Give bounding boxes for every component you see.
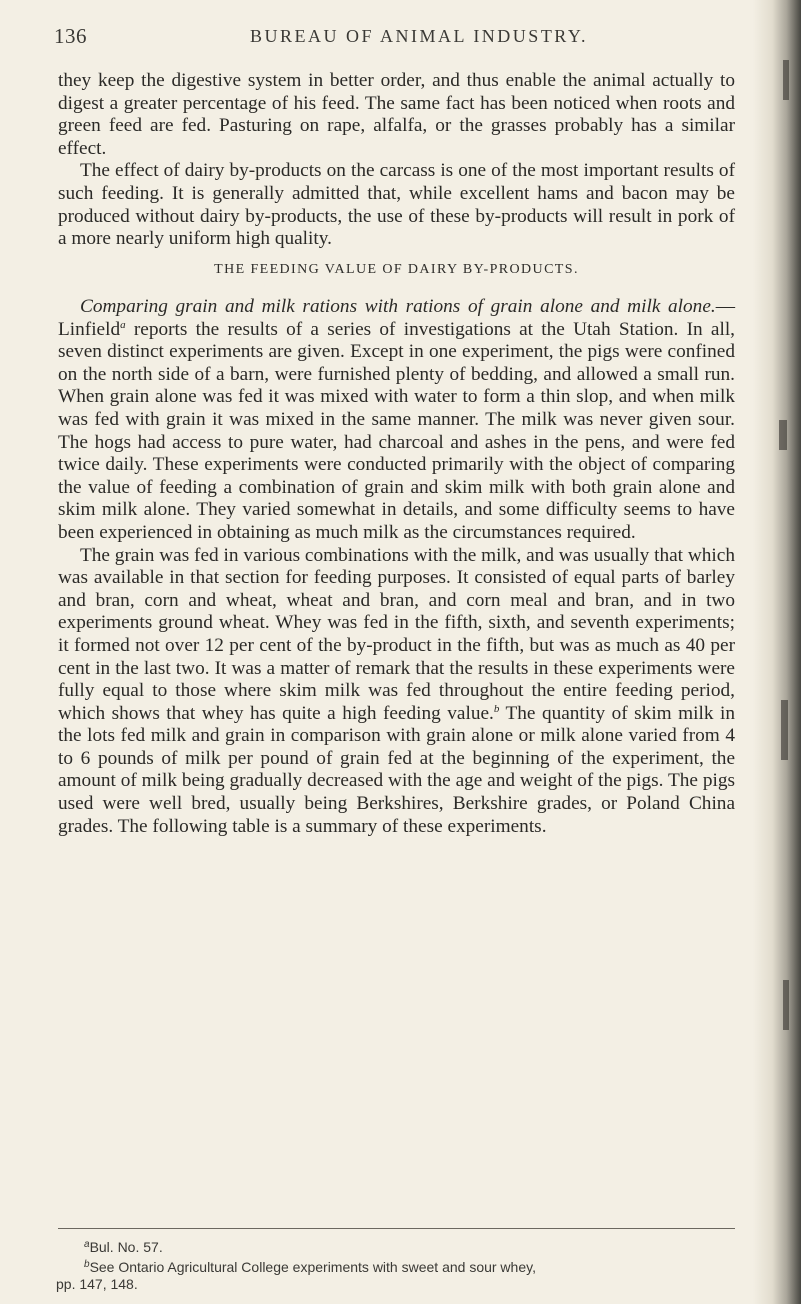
italic-lead: Comparing grain and milk rations with rations of grain alone and milk alone. [80, 296, 716, 317]
footnote-ref-b: b [493, 702, 500, 715]
binding-edge-shadow [753, 0, 801, 1304]
paragraph-grain-body-2: The quantity of skim milk in the lots fed milk and grain in comparison with grain alone or milk alone varied from 4 to 6 pounds of milk per pound of grain fed at the beginning of the experiment, the amount of milk being gradually decreased with the age and weight of the pigs. The pigs used were well bred, usually being Berkshires, Berkshire grades, or Poland China grades. The following table is a summary of these experiments. [58, 702, 735, 837]
footnote-mark: a [84, 1239, 90, 1250]
section-heading: THE FEEDING VALUE OF DAIRY BY-PRODUCTS. [214, 262, 579, 277]
footnote-a [84, 1236, 744, 1256]
paragraph-grain-combinations [58, 545, 735, 839]
footnote-ref-a: a [120, 318, 126, 331]
paragraph-continuation: they keep the digestive system in better order, and thus enable the animal actually to digest a greater percentage of his feed. The same fact has been noticed when roots and green feed are fed. Pasturing on rape, alfalfa, or the grasses probably has a similar effect. [58, 70, 735, 159]
footnote-text: Bul. No. 57. [89, 1239, 163, 1255]
footnote-b-continuation: pp. 147, 148. [56, 1276, 138, 1292]
edge-stain [783, 60, 789, 100]
paragraph-grain-body-1: The grain was fed in various combinations with the milk, and was usually that which was available in that section for feeding purposes. It consisted of equal parts of barley and bran, corn and wheat, wheat and bran, and corn meal and bran, and in two experiments ground wheat. Whey was fed in the fifth, sixth, and seventh experiments; it formed not over 12 per cent of the by-product in the fifth, but was as much as 40 per cent in the last two. It was a matter of remark that the results in these experiments were fully equal to those where skim milk was fed throughout the entire feeding period, which shows that whey has quite a high feeding value. [58, 544, 735, 724]
footnote-b [84, 1256, 744, 1276]
page-number: 136 [54, 24, 87, 48]
intro-text [58, 70, 735, 251]
edge-stain [779, 420, 787, 450]
footnote-mark: b [84, 1259, 90, 1270]
paragraph-carcass-effect: The effect of dairy by-products on the carcass is one of the most important results of such feeding. It is generally admitted that, while excellent hams and bacon may be produced without dairy by-products, the use of these by-products will result in pork of a more nearly uniform high quality. [58, 160, 735, 250]
author-name: —Linfield [58, 296, 735, 340]
paragraph-linfield [58, 296, 735, 545]
footnote-text: See Ontario Agricultural College experiments with sweet and sour whey, [89, 1259, 536, 1275]
footnotes [56, 1236, 744, 1293]
edge-stain [783, 980, 789, 1030]
running-head [54, 24, 714, 52]
edge-stain [781, 700, 788, 760]
paragraph-linfield-body: reports the results of a series of investigations at the Utah Station. In all, seven distinct experiments are given. Except in one experiment, the pigs were confined on the north side of a barn, were furnished plenty of bedding, and allowed a small run. When grain alone was fed it was mixed with water to form a thin slop, and when milk was fed with grain it was mixed in the same manner. The milk was never given sour. The hogs had access to pure water, had charcoal and ashes in the pens, and were fed twice daily. These experiments were conducted primarily with the object of comparing the value of feeding a combination of grain and skim milk with both grain alone and skim milk alone. They varied somewhat in details, and some difficulty seems to have been experienced in obtaining as much milk as the circumstances required. [58, 318, 735, 543]
main-text [58, 296, 735, 838]
footnote-divider [58, 1228, 735, 1229]
running-title: BUREAU OF ANIMAL INDUSTRY. [249, 26, 589, 46]
